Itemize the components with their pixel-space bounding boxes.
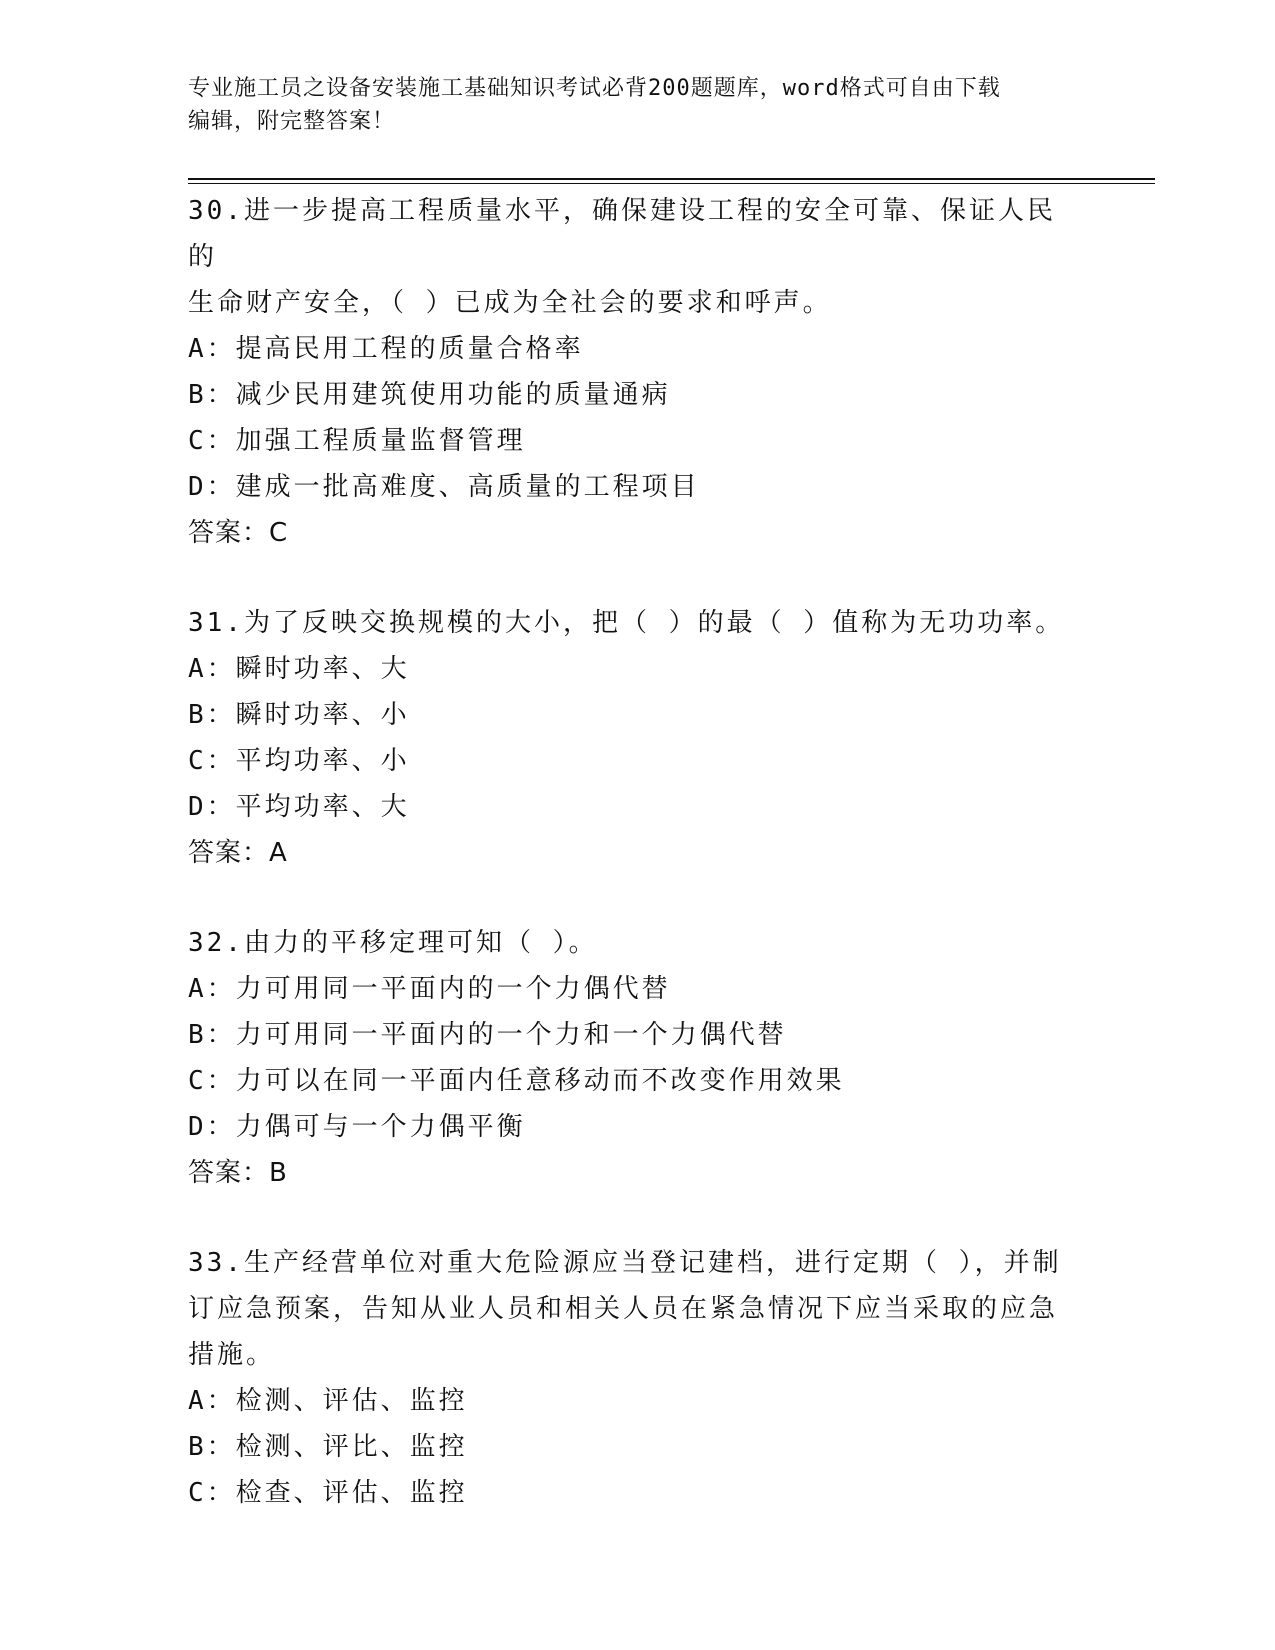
question-stem-line: 生命财产安全，（ ）已成为全社会的要求和呼声。 xyxy=(188,288,832,318)
answer-line: 答案：C xyxy=(188,518,289,548)
option-d: D：建成一批高难度、高质量的工程项目 xyxy=(188,472,700,502)
option-a: A：提高民用工程的质量合格率 xyxy=(188,334,584,364)
option-a: A：瞬时功率、大 xyxy=(188,654,410,684)
option-d: D：平均功率、大 xyxy=(188,792,410,822)
option-a: A：力可用同一平面内的一个力偶代替 xyxy=(188,974,671,1004)
question-list xyxy=(188,188,1068,1560)
option-c: C：检查、评估、监控 xyxy=(188,1478,468,1508)
header-title-line-2: 编辑，附完整答案！ xyxy=(188,109,396,134)
option-d: D：力偶可与一个力偶平衡 xyxy=(188,1112,526,1142)
document-header xyxy=(188,72,1068,138)
option-b: B：力可用同一平面内的一个力和一个力偶代替 xyxy=(188,1020,787,1050)
header-divider-thin xyxy=(188,183,1155,184)
question-stem-line: 订应急预案，告知从业人员和相关人员在紧急情况下应当采取的应急 xyxy=(188,1294,1059,1324)
option-c: C：加强工程质量监督管理 xyxy=(188,426,526,456)
option-c: C：平均功率、小 xyxy=(188,746,410,776)
question-32 xyxy=(188,920,1068,1196)
option-b: B：减少民用建筑使用功能的质量通病 xyxy=(188,380,671,410)
option-a: A：检测、评估、监控 xyxy=(188,1386,468,1416)
header-divider-thick xyxy=(188,178,1155,180)
header-title-line-1: 专业施工员之设备安装施工基础知识考试必背200题题库，word格式可自由下载 xyxy=(188,76,1001,101)
question-33 xyxy=(188,1240,1068,1516)
question-stem-line: 33.生产经营单位对重大危险源应当登记建档，进行定期（ ），并制 xyxy=(188,1248,1062,1278)
option-b: B：检测、评比、监控 xyxy=(188,1432,468,1462)
question-stem-line: 30.进一步提高工程质量水平，确保建设工程的安全可靠、保证人民的 xyxy=(188,196,1056,272)
question-stem-line: 31.为了反映交换规模的大小，把（ ）的最（ ）值称为无功功率。 xyxy=(188,608,1065,638)
question-stem-line: 32.由力的平移定理可知（ ）。 xyxy=(188,928,598,958)
question-stem-line: 措施。 xyxy=(188,1340,276,1370)
option-b: B：瞬时功率、小 xyxy=(188,700,410,730)
question-30 xyxy=(188,188,1068,556)
answer-line: 答案：B xyxy=(188,1158,288,1188)
option-c: C：力可以在同一平面内任意移动而不改变作用效果 xyxy=(188,1066,845,1096)
answer-line: 答案：A xyxy=(188,838,288,868)
question-31 xyxy=(188,600,1068,876)
